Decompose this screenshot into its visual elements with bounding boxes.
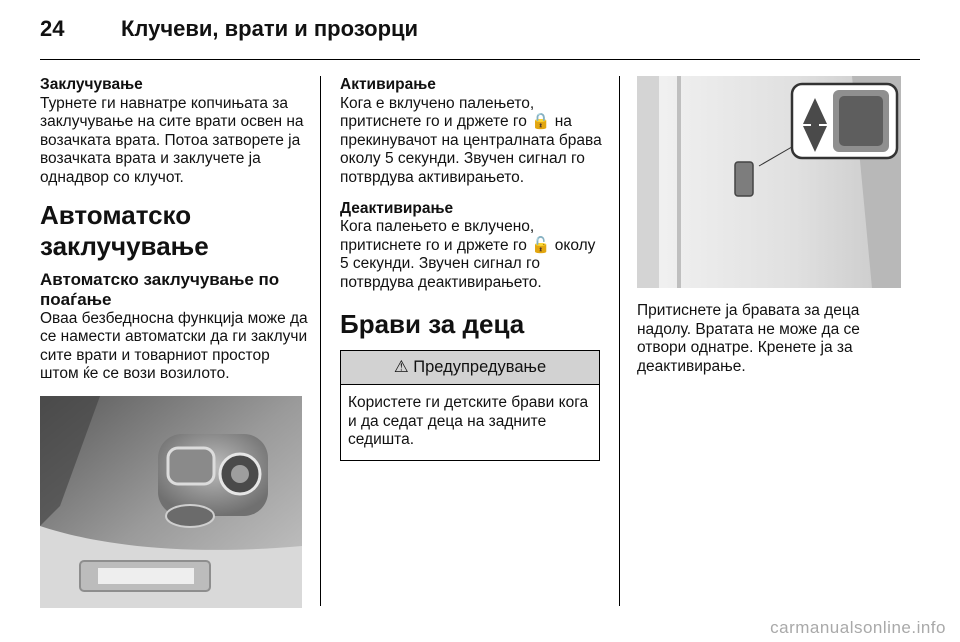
page-number: 24: [40, 16, 65, 41]
warning-header: [341, 351, 599, 386]
warning-icon: ⚠: [393, 357, 409, 376]
column-3: [637, 76, 907, 376]
column-divider: [320, 76, 321, 606]
warning-box: [340, 350, 600, 461]
column-2: [340, 76, 604, 461]
page-header: [40, 16, 920, 56]
activation-heading: Активирање: [340, 76, 436, 93]
warning-title: Предупредување: [413, 357, 547, 376]
locking-text: Турнете ги навнатре копчињата за заклучување на сите врати освен на возачката врата. Потоа затворете ја возачката врата и заклучете ја однадвор со клучот.: [40, 94, 304, 186]
watermark: carmanualsonline.info: [770, 618, 946, 637]
page-title: Клучеви, врати и прозорци: [121, 16, 419, 41]
header-divider: [40, 59, 920, 60]
activation-text: Кога е вклучено палењето, притиснете го и држете го 🔒 на прекинувачот на централната брава околу 5 секунди. Звучен сигнал го потврдува активирањето.: [340, 94, 602, 186]
auto-locking-heading: Автоматско заклучување: [40, 199, 209, 261]
deactivation-text: Кога палењето е вклучено, притиснете го и држете го 🔓 околу 5 секунди. Звучен сигнал го потврдува деактивирањето.: [340, 218, 596, 291]
child-lock-text: Притиснете ја бравата за деца надолу. Вратата не може да се отвори однатре. Кренете ја за деактивирање.: [637, 302, 860, 375]
child-lock-photo: [637, 76, 901, 288]
warning-text: Користете ги детските брави кога и да седат деца на задните седишта.: [348, 394, 589, 449]
child-locks-heading: Брави за деца: [340, 308, 525, 339]
column-1: [40, 76, 308, 608]
auto-locking-subheading: Автоматско заклучување по поаѓање: [40, 269, 280, 309]
column-divider: [619, 76, 620, 606]
deactivation-heading: Деактивирање: [340, 199, 454, 217]
locking-heading: Заклучување: [40, 76, 143, 93]
ceiling-control-photo: [40, 396, 302, 608]
auto-locking-text: Оваа безбедносна функција може да се намести автоматски да ги заклучи сите врати и товарниот простор штом ќе се вози возилото.: [40, 309, 308, 383]
